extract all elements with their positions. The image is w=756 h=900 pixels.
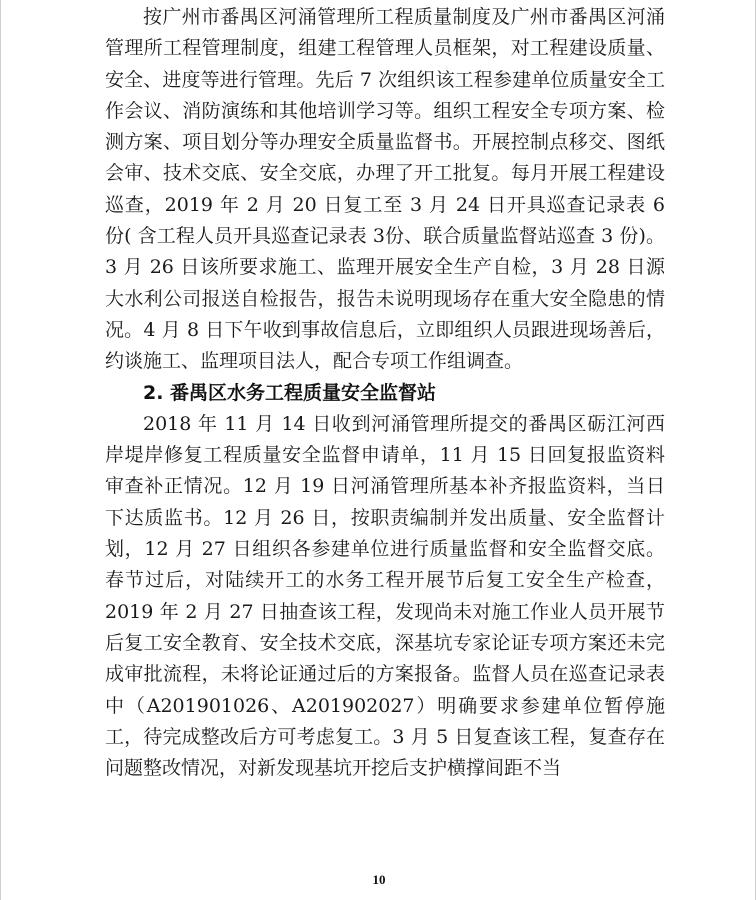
body-paragraph-2: 2018 年 11 月 14 日收到河涌管理所提交的番禺区砺江河西岸堤岸修复工程质量安全监督申请单，11 月 15 日回复报监资料审查补正情况。12 月 19 日河涌管理所基本补齐报监资料，当日下达质监书。12 月 26 日，按职责编制并发出质量、安全监督计划，12 月 27 日组织各参建单位进行质量监督和安全监督交底。春节过后，对陆续开工的水务工程开展节后复工安全生产检查，2019 年 2 月 27 日抽查该工程，发现尚未对施工作业人员开展节后复工安全教育、安全技术交底，深基坑专家论证专项方案还未完成审批流程，未将论证通过后的方案报备。监督人员在巡查记录表中（A201901026、A201902027）明确要求参建单位暂停施工，待完成整改后方可考虑复工。3 月 5 日复查该工程，复查存在问题整改情况，对新发现基坑开挖后支护横撑间距不当	[105, 412, 665, 780]
body-paragraph-1: 按广州市番禺区河涌管理所工程质量制度及广州市番禺区河涌管理所工程管理制度，组建工程管理人员框架，对工程建设质量、安全、进度等进行管理。先后 7 次组织该工程参建单位质量安全工作会议、消防演练和其他培训学习等。组织工程安全专项方案、检测方案、项目划分等办理安全质量监督书。开展控制点移交、图纸会审、技术交底、安全交底，办理了开工批复。每月开展工程建设巡查，2019 年 2 月 20 日复工至 3 月 24 日开具巡查记录表 6 份( 含工程人员开具巡查记录表 3份、联合质量监督站巡查 3 份)。3 月 26 日该所要求施工、监理开展安全生产自检，3 月 28 日源大水利公司报送自检报告，报告未说明现场存在重大安全隐患的情况。4 月 8 日下午收到事故信息后，立即组织人员跟进现场善后，约谈施工、监理项目法人，配合专项工作组调查。	[105, 6, 665, 373]
section-heading-2: 2. 番禺区水务工程质量安全监督站	[143, 381, 437, 404]
document-body	[105, 2, 665, 784]
page-number: 10	[372, 872, 386, 887]
